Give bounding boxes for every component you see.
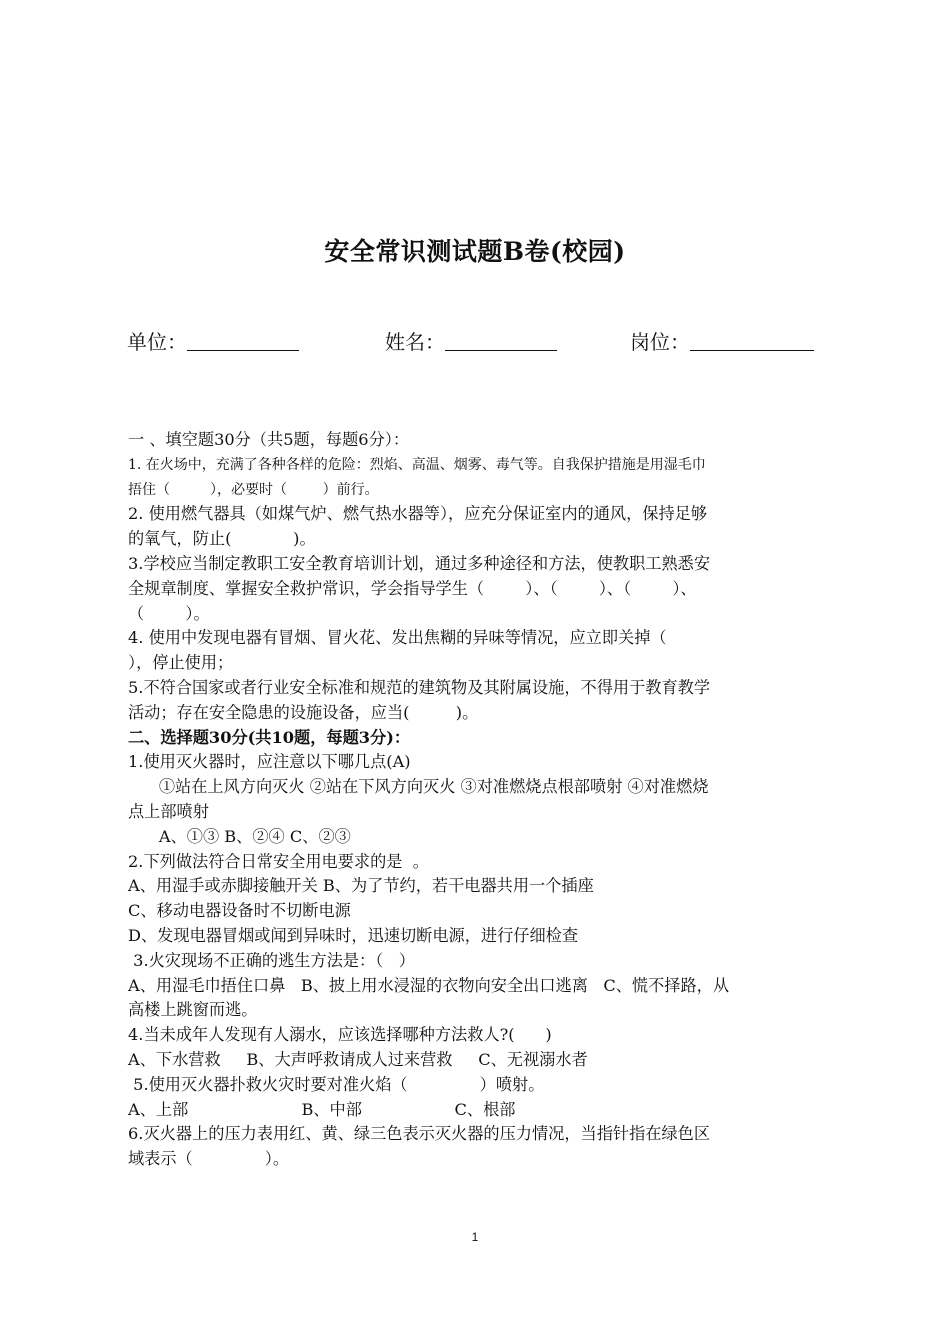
unit-field [127, 326, 299, 355]
section1-header: 一 、填空题30分（共5题，每题6分）： [128, 430, 410, 449]
s1-q5-line2: 活动；存在安全隐患的设施设备，应当( )。 [128, 702, 479, 722]
name-field [385, 326, 557, 355]
s2-q3-opts2: 高楼上跳窗而逃。 [128, 1000, 258, 1020]
s2-q6-line1: 6.灭火器上的压力表用红、黄、绿三色表示灭火器的压力情况，当指针指在绿色区 [128, 1124, 711, 1144]
s2-q1-opts2: 点上部喷射 [128, 801, 209, 821]
s2-q1-opts1: ①站在上风方向灭火 ②站在下风方向灭火 ③对准燃烧点根部喷射 ④对准燃烧 [128, 777, 709, 797]
s2-q4-opts: A、下水营救 B、大声呼救请成人过来营救 C、无视溺水者 [128, 1049, 588, 1069]
s2-q2-stem: 2.下列做法符合日常安全用电要求的是 。 [128, 851, 429, 871]
question-content [128, 428, 833, 1172]
s2-q5-opts: A、上部 B、中部 C、根部 [128, 1099, 516, 1119]
s2-q3-stem: 3.火灾现场不正确的逃生方法是：（ ） [128, 950, 415, 970]
unit-label: 单位： [127, 330, 187, 354]
s1-q1-line1: 1. 在火场中，充满了各种各样的危险：烈焰、高温、烟雾、毒气等。自我保护措施是用湿毛巾 [128, 456, 706, 473]
name-blank[interactable] [445, 330, 557, 351]
s2-q5-stem: 5.使用灭火器扑救火灾时要对准火焰（ ）喷射。 [128, 1074, 545, 1094]
s1-q5-line1: 5.不符合国家或者行业安全标准和规范的建筑物及其附属设施，不得用于教育教学 [128, 677, 711, 697]
s1-q2-line2: 的氧气，防止( )。 [128, 529, 316, 549]
s2-q2-option-c: C、移动电器设备时不切断电源 [128, 901, 351, 921]
s1-q1-line2: 捂住（ ），必要时（ ）前行。 [128, 481, 379, 498]
s1-q2-line1: 2. 使用燃气器具（如煤气炉、燃气热水器等），应充分保证室内的通风，保持足够 [128, 504, 708, 524]
info-row [127, 326, 827, 358]
post-field [630, 326, 814, 355]
s2-q1-stem: 1.使用灭火器时，应注意以下哪几点(A) [128, 752, 411, 772]
page-title: 安全常识测试题B卷(校园) [324, 237, 626, 266]
unit-blank[interactable] [187, 330, 299, 351]
s1-q3-line1: 3.学校应当制定教职工安全教育培训计划，通过多种途径和方法，使教职工熟悉安 [128, 553, 711, 573]
s1-q4-line2: ），停止使用； [128, 653, 234, 673]
s1-q3-line2: 全规章制度、掌握安全救护常识，学会指导学生（ ）、（ ）、（ ）、 [128, 578, 697, 598]
s1-q3-line3: （ ）。 [128, 603, 210, 623]
s1-q4-line1: 4. 使用中发现电器有冒烟、冒火花、发出焦糊的异味等情况，应立即关掉（ [128, 628, 667, 648]
s2-q4-stem: 4.当未成年人发现有人溺水，应该选择哪种方法救人?( ) [128, 1025, 552, 1045]
page-number: 1 [471, 1230, 479, 1244]
post-label: 岗位： [630, 330, 690, 354]
s2-q2-option-d: D、发现电器冒烟或闻到异味时，迅速切断电源，进行仔细检查 [128, 925, 579, 945]
s2-q6-line2: 域表示（ ）。 [128, 1149, 290, 1169]
s2-q2-option-a: A、用湿手或赤脚接触开关 B、为了节约，若干电器共用一个插座 [128, 876, 594, 896]
post-blank[interactable] [690, 330, 814, 351]
s2-q3-opts1: A、用湿毛巾捂住口鼻 B、披上用水浸湿的衣物向安全出口逃离 C、慌不择路，从 [128, 975, 730, 995]
section2-header: 二、选择题30分(共10题，每题3分)： [128, 727, 411, 747]
name-label: 姓名： [385, 330, 445, 354]
s2-q1-choices: A、①③ B、②④ C、②③ [128, 826, 351, 846]
